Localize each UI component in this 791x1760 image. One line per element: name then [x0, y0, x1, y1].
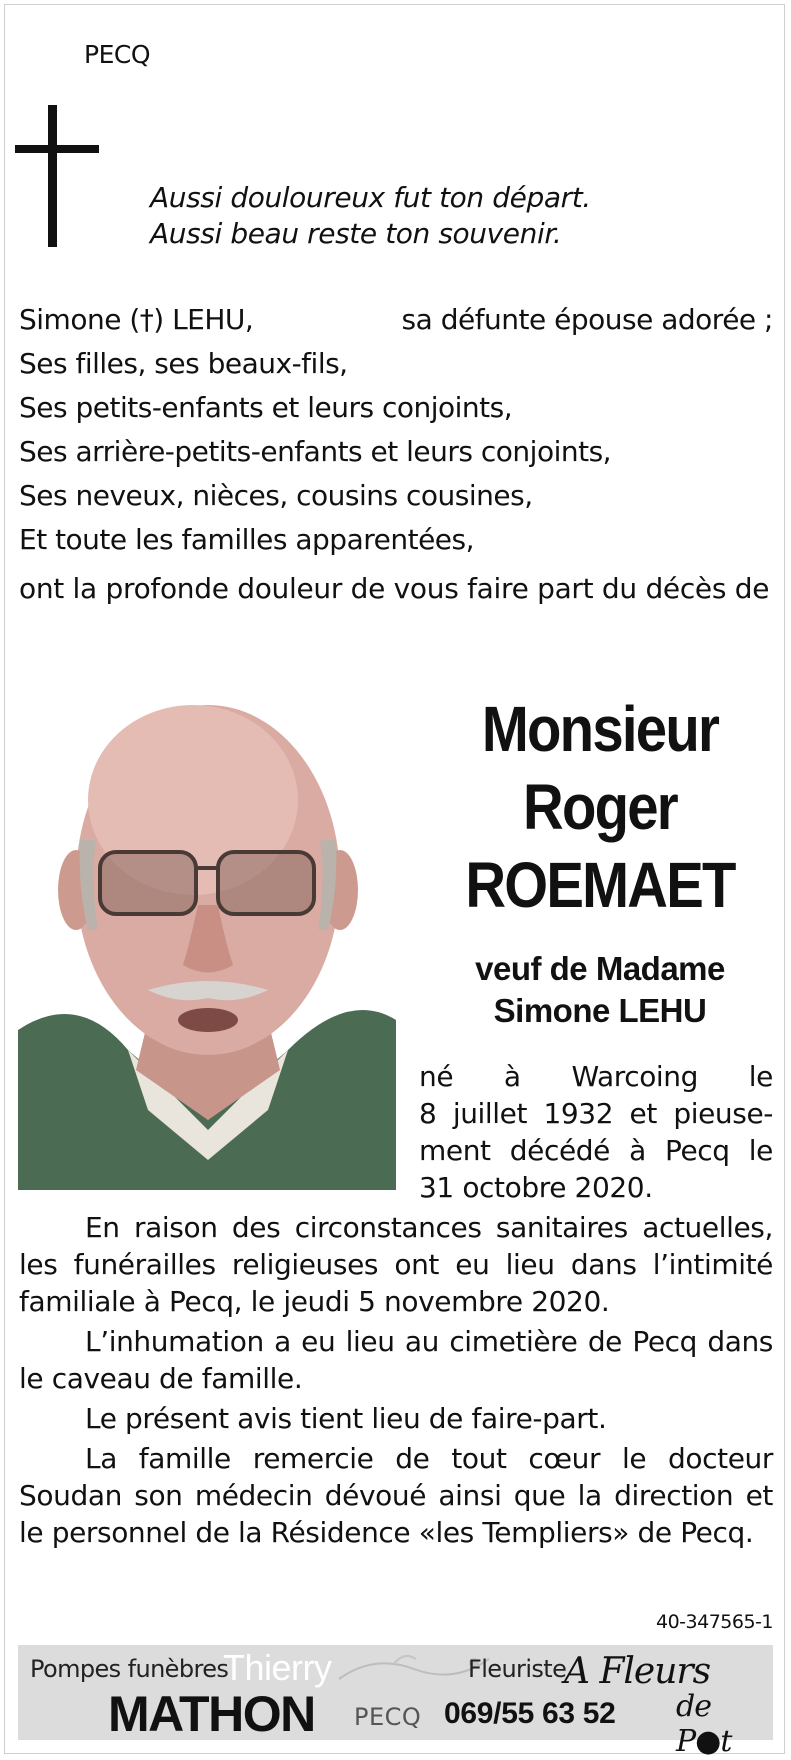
born-line: né à Warcoing le	[419, 1060, 773, 1093]
sponsor-banner	[18, 1645, 773, 1759]
body-paragraph: La famille remercie de tout cœur le docteur Soudan son médecin dévoué ainsi que la direction et le personnel de la Résidence «les Templiers» de Pecq.	[19, 1442, 773, 1549]
florist-label: Fleuriste	[468, 1655, 567, 1683]
deceased-last-name: ROEMAET	[465, 849, 735, 921]
family-row: Ses filles, ses beaux-fils,	[19, 347, 348, 380]
phone-number: 069/55 63 52	[444, 1697, 616, 1730]
florist-name-suffix: de P●t	[676, 1689, 732, 1759]
florist-name: A Fleurs	[564, 1651, 711, 1692]
spouse-description: sa défunte épouse adorée ;	[401, 303, 773, 336]
widow-info	[430, 948, 770, 1032]
family-row-spouse	[19, 298, 773, 342]
body-paragraph: En raison des circonstances sanitaires actuelles, les funérailles religieuses ont eu lieu dans l’intimité familiale à Pecq, le jeudi 5 novembre 2020.	[19, 1211, 773, 1318]
body-paragraph: L’inhumation a eu lieu au cimetière de Pecq dans le caveau de famille.	[19, 1325, 773, 1395]
quote-line-1: Aussi douloureux fut ton départ.	[150, 181, 591, 214]
born-line: 8 juillet 1932 et pieuse-	[419, 1097, 773, 1130]
spouse-name: Simone (†) LEHU,	[19, 303, 254, 336]
memorial-quote	[150, 180, 591, 252]
funeral-home-first-name: Thierry	[223, 1647, 332, 1688]
quote-line-2: Aussi beau reste ton souvenir.	[150, 217, 562, 250]
funeral-home-label: Pompes funèbres	[30, 1655, 229, 1683]
born-line: 31 octobre 2020.	[419, 1171, 653, 1204]
family-row: Ses arrière-petits-enfants et leurs conjoints,	[19, 435, 612, 468]
body-paragraph: Le présent avis tient lieu de faire-part.	[85, 1402, 607, 1435]
family-row: Ses petits-enfants et leurs conjoints,	[19, 391, 513, 424]
deceased-name	[450, 690, 749, 924]
town-label: PECQ	[84, 40, 151, 69]
family-list	[19, 298, 773, 562]
born-line: ment décédé à Pecq le	[419, 1134, 773, 1167]
family-row: Et toute les familles apparentées,	[19, 523, 475, 556]
birth-death-info	[419, 1058, 773, 1206]
widow-line-2: Simone LEHU	[493, 992, 707, 1029]
deceased-title: Monsieur	[481, 693, 719, 765]
announcement-intro: ont la profonde douleur de vous faire part du décès de	[19, 572, 770, 605]
family-row: Ses neveux, nièces, cousins cousines,	[19, 479, 533, 512]
widow-line-1: veuf de Madame	[475, 950, 725, 987]
funeral-home-name: MATHON	[108, 1686, 315, 1742]
portrait-photo	[18, 690, 396, 1190]
reference-number: 40-347565-1	[655, 1611, 773, 1633]
funeral-home-town: PECQ	[354, 1703, 422, 1731]
deceased-first-name: Roger	[523, 771, 677, 843]
notice-body	[19, 1209, 773, 1551]
